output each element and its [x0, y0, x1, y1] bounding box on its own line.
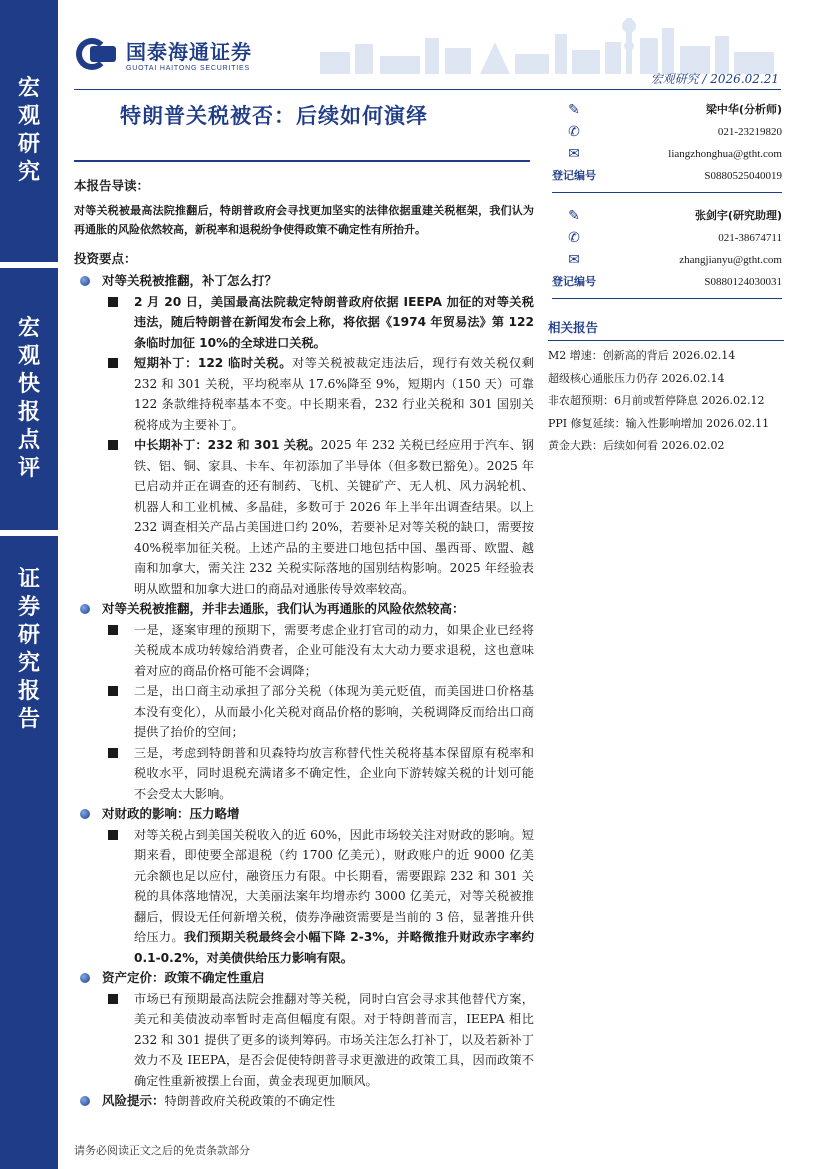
square-bullet-icon [108, 748, 118, 758]
report-body [74, 176, 534, 1112]
square-bullet-icon [108, 625, 118, 635]
analyst-phone: 021-23219820 [717, 126, 782, 138]
email-icon: ✉ [568, 146, 580, 162]
bullet-dot-icon [80, 973, 90, 983]
sub-point-text: 对等关税被裁定违法后，现行有效关税仅剩 232 和 301 关税，平均税率从 17.6%降至 9%，短期内（150 天）可靠 122 条款维持税率基本不变。中长期来看，232 行业关税和 301 国别关税将成为主要补丁。 [134, 356, 535, 432]
side-char: 研 [17, 623, 40, 648]
square-bullet-icon [108, 994, 118, 1004]
square-bullet-icon [108, 686, 118, 696]
registration-number: S0880525040019 [704, 170, 782, 182]
sub-point-lead: 短期补丁：122 临时关税。 [134, 356, 292, 370]
key-point [74, 968, 534, 989]
side-char: 究 [17, 651, 40, 676]
side-char: 点 [17, 428, 40, 453]
analyst-divider [552, 192, 782, 193]
skyline-decoration-icon [300, 8, 790, 74]
analyst-card-1 [552, 100, 782, 193]
analyst-phone: 021-38674711 [718, 232, 782, 244]
key-point [74, 271, 534, 292]
key-point-heading: 对等关税被推翻，并非去通胀，我们认为再通胀的风险依然较高： [102, 601, 465, 616]
header-divider [74, 89, 781, 90]
related-report-item[interactable]: 超级核心通胀压力仍存 2026.02.14 [548, 371, 725, 385]
side-char: 报 [17, 679, 40, 704]
side-char: 评 [17, 456, 40, 481]
lead-heading: 本报告导读： [74, 178, 150, 193]
sub-point-text: 市场已有预期最高法院会推翻对等关税，同时白宫会寻求其他替代方案，美元和美债波动率暂时走高但幅度有限。对于特朗普而言，IEEPA 相比 232 和 301 提供了更多的谈判筹码。市场关注怎么打补丁，以及若新补丁效力不及 IEEPA，是否会促使特朗普寻求更激进的政策工具，因而政策不确定性重新被摆上台面，黄金表现更加顺风。 [134, 991, 534, 1088]
bullet-dot-icon [80, 1096, 90, 1106]
sub-point [102, 743, 534, 805]
related-report-item[interactable]: 非农超预期：6月前或暂停降息 2026.02.12 [548, 394, 765, 407]
side-banner [0, 0, 58, 1169]
related-reports [548, 318, 784, 458]
sub-point [102, 353, 534, 435]
logo-name-en: GUOTAI HAITONG SECURITIES [126, 65, 250, 72]
phone-icon: ✆ [568, 230, 580, 246]
bullet-dot-icon [80, 276, 90, 286]
square-bullet-icon [108, 440, 118, 450]
square-bullet-icon [108, 358, 118, 368]
analyst-email[interactable]: zhangjianyu@gtht.com [679, 254, 782, 266]
sub-point [102, 825, 534, 969]
bullet-dot-icon [80, 604, 90, 614]
person-icon: ✎ [568, 102, 580, 118]
square-bullet-icon [108, 297, 118, 307]
title-divider [74, 160, 530, 162]
analyst-card-2 [552, 206, 782, 299]
side-char: 快 [17, 372, 40, 397]
person-icon: ✎ [568, 208, 580, 224]
email-icon: ✉ [568, 252, 580, 268]
side-char: 观 [17, 104, 40, 129]
sub-point-text: 三是，考虑到特朗普和贝森特均放言称替代性关税将基本保留原有税率和税收水平，同时退税充满诸多不确定性，企业向下游转嫁关税的计划可能不会受太大影响。 [134, 745, 534, 801]
phone-icon: ✆ [568, 124, 580, 140]
side-char: 宏 [17, 76, 40, 101]
sub-point-text: 二是，出口商主动承担了部分关税（体现为美元贬值，而美国进口价格基本没有变化），从而最小化关税对商品价格的影响，关税调降反而给出口商提供了抬价的空间； [134, 684, 534, 739]
registration-label: 登记编号 [552, 169, 596, 182]
company-logo [74, 36, 252, 72]
registration-number: S0880124030031 [704, 276, 782, 288]
registration-label: 登记编号 [552, 275, 596, 288]
side-char: 究 [17, 160, 40, 185]
key-point-heading: 资产定价：政策不确定性重启 [102, 970, 265, 985]
analyst-email[interactable]: liangzhonghua@gtht.com [668, 148, 782, 160]
sub-point-emphasis: 我们预期关税最终会小幅下降 2-3%，并略微推升财政赤字率约 0.1-0.2%，对美债供给压力影响有限。 [134, 930, 534, 965]
analyst-name: 张剑宇(研究助理) [694, 209, 782, 222]
analyst-divider [552, 298, 782, 299]
related-reports-title: 相关报告 [548, 318, 784, 341]
side-char: 报 [17, 400, 40, 425]
sub-point-text: 2025 年 232 关税已经应用于汽车、钢铁、铝、铜、家具、卡车、年初添加了半导体（但多数已豁免）。2025 年已启动并正在调查的还有制药、飞机、关键矿产、无人机、风力涡轮机、机器人和工业机械、多晶硅，多数可于 2026 年上半年出调查结果。以上 232 调查相关产品占美国进口约 20%，若要补足对等关税的缺口，需要按 40%税率加征关税。上述产品的主要进口地包括中国、墨西哥、欧盟、越南和加拿大，需关注 232 关税实际落地的国别结构影响。2025 年经验表明从欧盟和加拿大进口的商品对通胀传导效率较高。 [134, 438, 534, 596]
disclaimer-note: 请务必阅读正文之后的免责条款部分 [74, 1144, 250, 1157]
side-char: 宏 [17, 316, 40, 341]
key-point [74, 804, 534, 825]
sub-point [102, 435, 534, 599]
sub-point-text: 对等关税占到美国关税收入的近 60%，因此市场较关注对财政的影响。短期来看，即使要全部退税（约 1700 亿美元），财政账户的近 9000 亿美元余额也足以应付，融资压力有限。中长期看，需要跟踪 232 和 301 关税的具体落地情况，大美丽法案年均增赤约 3000 亿美元，对等关税被推翻后，假设无任何新增关税，债券净融资需要是当前的 3 倍，显著推升供给压力。 [134, 827, 534, 944]
key-points-heading: 投资要点： [74, 250, 137, 266]
related-report-item[interactable]: 黄金大跌：后续如何看 2026.02.02 [548, 439, 725, 452]
lead-summary: 对等关税被最高法院推翻后，特朗普政府会寻找更加坚实的法律依据重建关税框架，我们认为再通胀的风险依然较高，新税率和退税纷争使得政策不确定性有所抬升。 [74, 203, 534, 236]
sub-point [102, 620, 534, 682]
sub-point-text: 2 月 20 日，美国最高法院裁定特朗普政府依据 IEEPA 加征的对等关税违法，随后特朗普在新闻发布会上称，将依据《1974 年贸易法》第 122 条临时加征 10%的全球进口关税。 [134, 294, 534, 350]
related-report-item[interactable]: PPI 修复延续：输入性影响增加 2026.02.11 [548, 416, 770, 430]
sub-point [102, 989, 534, 1092]
side-label-securities-report [0, 536, 58, 1169]
side-label-flash-comment [0, 268, 58, 530]
sub-point-lead: 中长期补丁：232 和 301 关税。 [134, 438, 321, 452]
side-char: 告 [17, 707, 40, 732]
side-label-macro-research [0, 0, 58, 262]
logo-icon [74, 36, 120, 72]
key-point-heading: 对财政的影响：压力略增 [102, 806, 240, 821]
bullet-dot-icon [80, 809, 90, 819]
report-title: 特朗普关税被否：后续如何演绎 [120, 104, 428, 128]
key-point-heading: 对等关税被推翻，补丁怎么打？ [102, 273, 278, 288]
sub-point-text: 一是，逐案审理的预期下，需要考虑企业打官司的动力，如果企业已经将关税成本成功转嫁给消费者，企业可能没有太大动力要求退税，这也意味着对应的商品价格可能不会调降； [134, 622, 534, 678]
side-char: 证 [17, 567, 40, 592]
related-report-item[interactable]: M2 增速：创新高的背后 2026.02.14 [548, 349, 736, 362]
report-category-date: 宏观研究 / 2026.02.21 [650, 72, 779, 86]
risk-warning [74, 1091, 534, 1112]
analyst-name: 梁中华(分析师) [705, 103, 782, 116]
side-char: 券 [17, 595, 40, 620]
side-char: 研 [17, 132, 40, 157]
logo-name-cn: 国泰海通证券 [126, 40, 252, 64]
side-char: 观 [17, 344, 40, 369]
sub-point [102, 292, 534, 354]
key-point [74, 599, 534, 620]
risk-heading: 风险提示： [102, 1093, 165, 1108]
square-bullet-icon [108, 830, 118, 840]
sub-point [102, 681, 534, 743]
risk-text: 特朗普政府关税政策的不确定性 [164, 1094, 336, 1108]
